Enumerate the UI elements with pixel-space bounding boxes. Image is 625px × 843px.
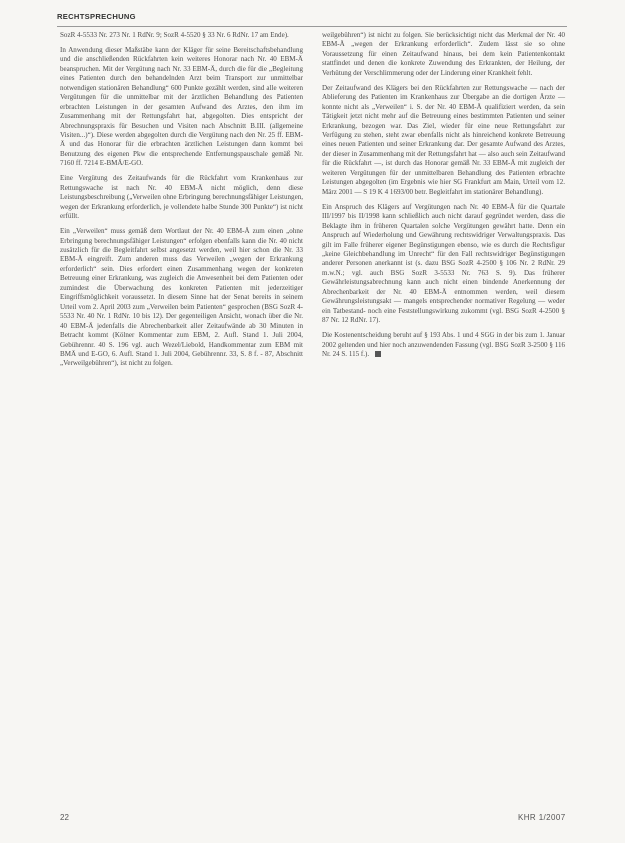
paragraph-last — [322, 331, 565, 359]
paragraph: In Anwendung dieser Maßstäbe kann der Kläger für seine Bereitschaftsbehandlung und die anschließenden Rückfahrten kein weiteres Honorar nach Nr. 40 EBM-Ä beanspruchen. Mit der Vergütung nach Nr. 33 EBM-Ä, durch die für die „Begleitung eines Patienten durch den behandelnden Arzt beim Transport zur unmittelbar notwendigen stationären Behandlung“ 600 Punkte gezählt werden, sind alle weiteren Vergütungen für die unmittelbar mit der ärztlichen Behandlung des Patienten erbrachten Leistungen in der gesamten Aufwand des Arztes, den ihm im Zusammenhang mit der Rettungsfahrt hat, abgegolten. Dies entspricht der Abrechnungspraxis für Besuchen und Visiten nach Abschnitt B.III. (allgemeine Visiten...)“). Diese werden abgegolten durch die Vergütung nach den Nr. 25 ff. EBM-Ä und das Honorar für die erbrachten ärztlichen Leistungen dann kommt bei Benutzung des eigenen Pkw die entsprechende Entfernungspauschale gemäß Nr. 7160 ff. 7214 E-BMÄ/E-GO. — [60, 45, 303, 168]
paragraph: Eine Vergütung des Zeitaufwands für die Rückfahrt vom Krankenhaus zur Rettungswache ist nach Nr. 40 EBM-Ä nicht möglich, denn diese Leistungsbeschreibung („Verweilen ohne Erbringung berechnungsfähiger Leistungen, wegen der Erkrankung erforderlich, je vollendete halbe Stunde 300 Punkte“) ist nicht erfüllt. — [60, 174, 303, 221]
section-header: RECHTSPRECHUNG — [57, 12, 136, 21]
paragraph: Ein „Verweilen“ muss gemäß dem Wortlaut der Nr. 40 EBM-Ä zum einen „ohne Erbringung berechnungsfähiger Leistungen“ erfolgen ebenfalls kann die Nr. 40 nicht zusätzlich für die Begleitfahrt selbst angesetzt werden, weil hier schon die Nr. 33 EBM-Ä eingreift. Zum anderen muss das Verweilen „wegen der Erkrankung erforderlich“ sein. Dies erfordert einen Zusammenhang wegen der konkreten Betreuung einer Erkrankung, was zugleich die Anwesenheit bei dem Patienten oder zumindest die Überwachung des konkreten Patienten mit jederzeitiger Eingriffsmöglichkeit voraussetzt. In diesem Sinne hat der Senat bereits in seinem Urteil vom 2. April 2003 zum „Verweilen beim Patienten“ gesprochen (BSG SozR 4-5533 Nr. 40 Nr. 1 RdNr. 10 bis 12). Der gegenteiligen Ansicht, wonach über die Nr. 40 EBM-Ä jedenfalls die Abrechenbarkeit aller Zeitaufwände ab 30 Minuten in Betracht kommt (Kölner Kommentar zum EBM, 2. Aufl. Stand 1. Juli 2004, Gebührennr. 40 S. 196 vgl. auch Wezel/Liebold, Handkommentar zum EBM mit BMÄ und E-GO, 6. Aufl. Stand 1. Juli 2004, Gebührennr. 33, S. 8 f. - 87, Abschnitt „Verweilgebühren“), ist nicht zu folgen. — [60, 227, 303, 368]
paragraph: Der Zeitaufwand des Klägers bei den Rückfahrten zur Rettungswache — nach der Ablieferung des Patienten im Krankenhaus zur Übergabe an die dortigen Ärzte — konnte nicht als „Verweilen“ i. S. der Nr. 40 EBM-Ä qualifiziert werden, da sein Tätigkeit jetzt nicht mehr auf die Betreuung eines bestimmten Patienten und seiner Erkrankung, bezogen war. Das Ziel, wieder für eine neue Rettungsfahrt zur Verfügung zu stehen, steht zwar ebenfalls nicht als hinreichend konkrete Betreuung eines neuen Patienten und seiner Erkrankung dar. Der gesamte Aufwand des Arztes, der dieser in Zusammenhang mit der Rettungsfahrt hat — also auch sein Zeitaufwand für die Rückfahrt —, ist durch das Honorar gemäß Nr. 33 EBM-Ä mit zugleich der weiteren Vergütungen für der unmittelbaren Behandlung des Patienten erbrachte Leistungen abgegolten (im Ergebnis wie hier SG Frankfurt am Main, Urteil vom 12. März 2001 — S 19 K 4 1693/00 betr. Begleitfahrt im stationärer Behandlung). — [322, 83, 565, 196]
right-column — [322, 31, 565, 365]
paragraph-text: Die Kostenentscheidung beruht auf § 193 Abs. 1 und 4 SGG in der bis zum 1. Januar 2002 geltenden und hier noch anzuwendenden Fassung (vgl. BSG SozR 3-2500 § 116 Nr. 24 S. 115 f.). — [322, 331, 565, 358]
paragraph: Ein Anspruch des Klägers auf Vergütungen nach Nr. 40 EBM-Ä für die Quartale III/1997 bis II/1998 kann schließlich auch nicht darauf gegründet werden, dass die Beklagte ihm in früheren Quartalen solche Vergütungen gewährt hatte. Denn ein Anspruch auf Wiederholung und Gewährung rechtswidriger Verwaltungspraxis. Das gilt im Falle früherer eigener Begünstigungen ebenso, wie es durch die Rechtsfigur „keine Gleichbehandlung im Unrecht“ für den Fall rechtswidriger Begünstigungen anderer Personen anerkannt ist (s. dazu BSG SozR 4-2500 § 106 Nr. 2 RdNr. 29 m.w.N.; vgl. auch BSG SozR 3-5533 Nr. 763 S. 9). Das früherer Gewährleistungsabrechnung kann auch nicht einen bindende Anerkennung der Abrechenbarkeit der Nr. 40 EBM-Ä entnommen werden, weil diesem Gewährungsleistungsakt — mangels entsprechender normativer Regelung — weder ein Tatbestand- noch eine Feststellungswirkung zukommt (vgl. BSG SozR 4-2500 § 87 Nr. 12 RdNr. 17). — [322, 202, 565, 325]
paragraph: weilgebühren“) ist nicht zu folgen. Sie berücksichtigt nicht das Merkmal der Nr. 40 EBM-Ä „wegen der Erkrankung erforderlich“. Zudem lässt sie so ohne Voraussetzung für einen Zeitaufwand hinaus, bei dem kein Patientenkontakt stattfindet und denen die konkrete Zuwendung des Erkrankten, der Heilung, der Verhütung der Verschlimmerung oder der Linderung einer Krankheit fehlt. — [322, 31, 565, 77]
header-rule — [57, 26, 567, 27]
page-number: 22 — [60, 813, 69, 822]
end-of-article-mark — [375, 351, 381, 357]
journal-issue: KHR 1/2007 — [518, 813, 566, 822]
paragraph: SozR 4-5533 Nr. 273 Nr. 1 RdNr. 9; SozR 4-5520 § 33 Nr. 6 RdNr. 17 am Ende). — [60, 31, 289, 39]
left-column — [60, 31, 303, 374]
